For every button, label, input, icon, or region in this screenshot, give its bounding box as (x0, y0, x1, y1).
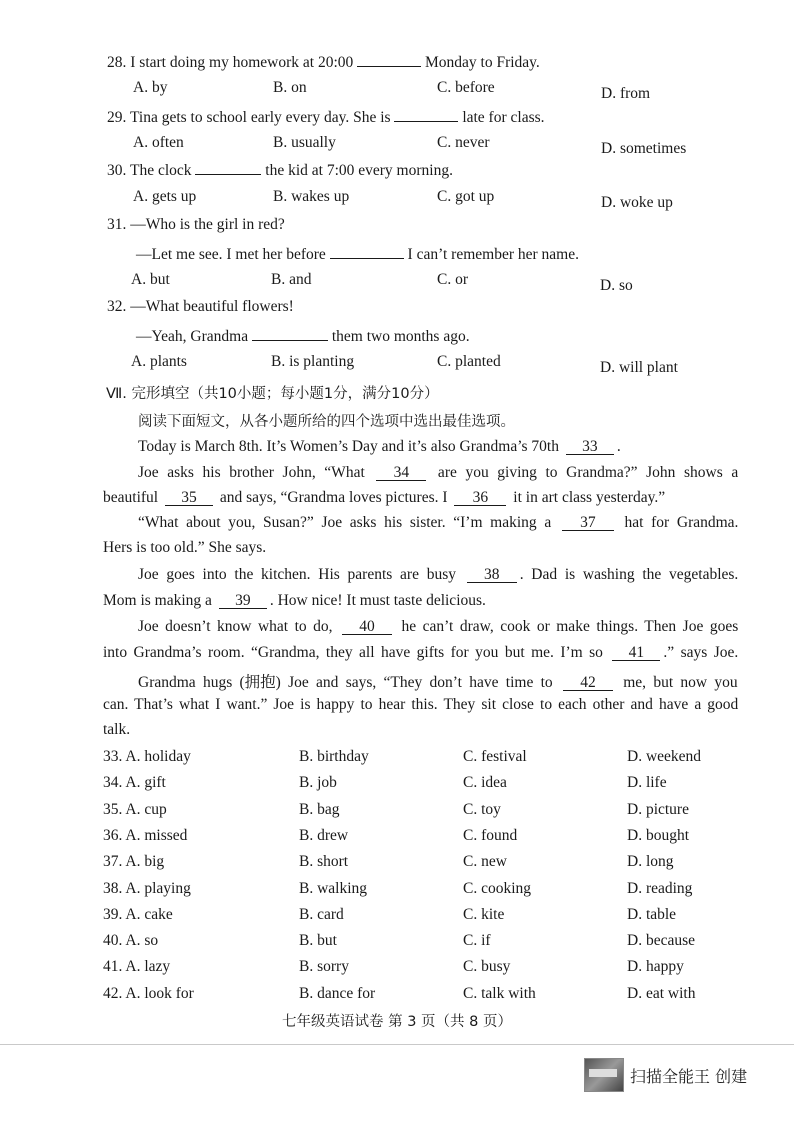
text-run: Joe doesn’t know what to do, (138, 618, 340, 635)
numbered-blank: 36 (454, 490, 506, 506)
section-instruction: 阅读下面短文，从各小题所给的四个选项中选出最佳选项。 (138, 414, 515, 430)
answer-option: B. wakes up (273, 188, 350, 205)
text-run: them two months ago. (327, 328, 470, 345)
answer-option: C. never (437, 134, 490, 151)
text-run: . Dad is washing the vegetables. (519, 566, 739, 583)
cloze-option: 40. A. so (103, 932, 159, 950)
text-run: I can’t remember her name. (403, 246, 579, 263)
cloze-option: C. new (463, 853, 507, 871)
question-stem (107, 52, 540, 72)
text-run: hat for Grandma. (616, 514, 739, 531)
page-divider (0, 1044, 794, 1045)
text-run: into Grandma’s room. “Grandma, they all have gifts for you but me. I’m so (103, 644, 610, 661)
cloze-option: 39. A. cake (103, 905, 173, 923)
text-run: 29. Tina gets to school early every day. She is (107, 109, 395, 126)
scanner-watermark (584, 1057, 756, 1093)
answer-option: A. but (131, 271, 170, 288)
answer-option: A. gets up (133, 188, 197, 205)
cloze-option: B. sorry (299, 958, 349, 976)
cloze-option: D. eat with (627, 984, 696, 1002)
question-stem (107, 298, 294, 316)
text-run: talk. (103, 721, 131, 738)
answer-option: D. so (600, 277, 633, 294)
cloze-option: C. toy (463, 800, 501, 818)
cloze-option: B. walking (299, 879, 368, 897)
text-run: can. That’s what I want.” Joe is happy to hear this. They sit close to each other and have a good (103, 696, 739, 713)
cloze-option: D. table (627, 905, 677, 923)
text-run: Grandma hugs (拥抱) Joe and says, “They don’t have time to (138, 674, 560, 691)
cloze-option: D. bought (627, 826, 689, 844)
answer-blank (394, 107, 458, 122)
cloze-option: B. drew (299, 826, 349, 844)
text-run: 31. —Who is the girl in red? (107, 216, 285, 233)
passage-line (103, 644, 738, 662)
text-run: .” says Joe. (663, 644, 739, 661)
cloze-option: 37. A. big (103, 853, 165, 871)
cloze-option: 38. A. playing (103, 879, 191, 897)
text-run: Joe asks his brother John, “What (138, 464, 374, 481)
question-stem (107, 107, 545, 127)
numbered-blank: 41 (612, 645, 660, 661)
answer-option: B. and (271, 271, 312, 288)
numbered-blank: 42 (563, 675, 613, 691)
section-title: Ⅶ. 完形填空（共10小题；每小题1分，满分10分） (106, 386, 439, 402)
passage-line (103, 539, 266, 557)
numbered-blank: 38 (467, 567, 517, 583)
answer-option: C. or (437, 271, 468, 288)
cloze-option: B. bag (299, 800, 340, 818)
answer-option: D. will plant (600, 359, 678, 376)
cloze-option: C. festival (463, 748, 527, 765)
answer-option: A. by (133, 79, 168, 96)
answer-option: B. on (273, 79, 307, 96)
text-run: 32. —What beautiful flowers! (107, 298, 294, 315)
text-run: Monday to Friday. (421, 54, 540, 71)
answer-option: D. woke up (601, 194, 673, 211)
passage-line (138, 618, 738, 636)
cloze-option: B. but (299, 932, 337, 950)
cloze-option: B. dance for (299, 984, 376, 1002)
text-run: he can’t draw, cook or make things. Then Joe goes (395, 618, 739, 635)
question-dialogue-line (136, 244, 579, 264)
numbered-blank: 37 (562, 515, 614, 531)
cloze-option: 33. A. holiday (103, 748, 191, 765)
question-stem (107, 160, 453, 180)
cloze-option: 34. A. gift (103, 774, 166, 792)
cloze-option: D. long (627, 853, 674, 871)
text-run: 28. I start doing my homework at 20:00 (107, 54, 358, 71)
cloze-option: B. card (299, 905, 344, 923)
answer-option: A. plants (131, 353, 187, 370)
text-run: it in art class yesterday.” (509, 489, 666, 506)
cloze-option: D. life (627, 774, 667, 792)
answer-option: B. usually (273, 134, 336, 151)
passage-line (103, 721, 130, 739)
cloze-option: C. found (463, 826, 518, 844)
passage-line (138, 514, 738, 532)
cloze-option: D. picture (627, 800, 689, 818)
cloze-option: B. job (299, 774, 337, 792)
text-run: are you giving to Grandma?” John shows a (429, 464, 739, 481)
answer-option: B. is planting (271, 353, 355, 370)
passage-line (138, 670, 738, 692)
passage-line (103, 696, 738, 714)
watermark-text: 扫描全能王 创建 (630, 1066, 748, 1086)
cloze-option: C. cooking (463, 879, 532, 897)
cloze-option: B. short (299, 853, 349, 871)
text-run: Hers is too old.” She says. (103, 539, 267, 556)
passage-line (138, 464, 738, 482)
text-run: late for class. (458, 109, 545, 126)
passage-line (103, 489, 665, 507)
answer-option: C. before (437, 79, 495, 96)
numbered-blank: 40 (342, 619, 392, 635)
cloze-option: C. talk with (463, 984, 536, 1002)
text-run: the kid at 7:00 every morning. (261, 162, 453, 179)
text-run: Joe goes into the kitchen. His parents are busy (138, 566, 464, 583)
numbered-blank: 35 (165, 490, 213, 506)
cloze-option: 41. A. lazy (103, 958, 171, 976)
text-run: Today is March 8th. It’s Women’s Day and it’s also Grandma’s 70th (138, 438, 563, 455)
passage-line (138, 438, 621, 456)
question-stem (107, 216, 285, 234)
cloze-option: C. busy (463, 958, 511, 976)
answer-blank (357, 52, 421, 67)
text-run: beautiful (103, 489, 162, 506)
cloze-option: D. because (627, 932, 695, 950)
text-run: —Let me see. I met her before (136, 246, 330, 263)
answer-option: D. sometimes (601, 140, 687, 157)
text-run: . How nice! It must taste delicious. (269, 592, 486, 609)
answer-option: C. got up (437, 188, 495, 205)
answer-option: A. often (133, 134, 184, 151)
text-run: —Yeah, Grandma (136, 328, 252, 345)
text-run: 30. The clock (107, 162, 196, 179)
answer-blank (330, 244, 404, 259)
numbered-blank: 34 (376, 465, 426, 481)
cloze-option: C. idea (463, 774, 507, 792)
answer-blank (195, 160, 261, 175)
cloze-option: 36. A. missed (103, 826, 188, 844)
answer-option: D. from (601, 85, 651, 102)
text-run: me, but now you (615, 674, 738, 691)
cloze-option: 35. A. cup (103, 800, 167, 818)
text-run: Mom is making a (103, 592, 216, 609)
scanner-app-icon (584, 1058, 624, 1092)
passage-line (103, 592, 486, 610)
cloze-option: 42. A. look for (103, 984, 194, 1002)
passage-line (138, 566, 738, 584)
question-dialogue-line (136, 326, 470, 346)
text-run: “What about you, Susan?” Joe asks his sister. “I’m making a (138, 514, 559, 531)
cloze-option: C. if (463, 932, 491, 950)
text-run: . (616, 438, 621, 455)
answer-blank (252, 326, 328, 341)
page-footer: 七年级英语试卷 第 3 页（共 8 页） (282, 1014, 512, 1030)
cloze-option: B. birthday (299, 748, 369, 765)
cloze-option: D. happy (627, 958, 684, 976)
text-run: and says, “Grandma loves pictures. I (215, 489, 452, 506)
numbered-blank: 39 (219, 593, 267, 609)
numbered-blank: 33 (566, 439, 614, 455)
cloze-option: D. weekend (627, 748, 702, 765)
cloze-option: C. kite (463, 905, 505, 923)
cloze-option: D. reading (627, 879, 693, 897)
answer-option: C. planted (437, 353, 501, 370)
